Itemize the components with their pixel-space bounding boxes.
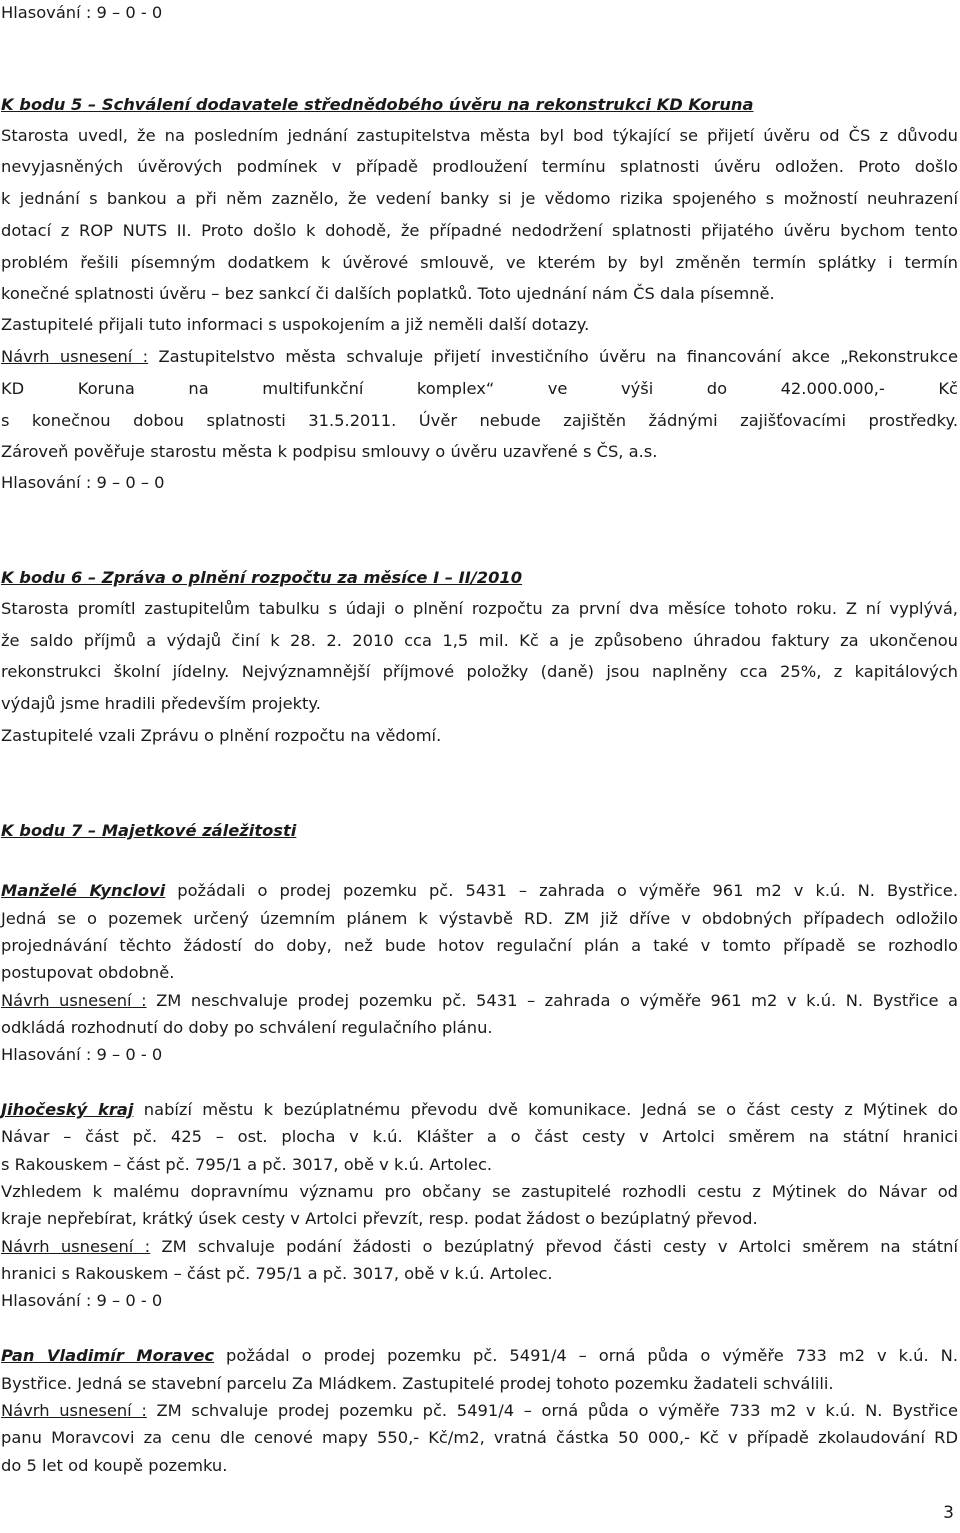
text-line: panu Moravcovi za cenu dle cenové mapy 550,- Kč/m2, vratná částka 50 000,- Kč v případě zkolaudování RD [1, 1428, 958, 1447]
vote-result: Hlasování : 9 – 0 – 0 [1, 473, 165, 492]
text-line: konečné splatnosti úvěru – bez sankcí či dalších poplatků. Toto ujednání nám ČS dala písemně. [1, 284, 775, 303]
text-line: kraje nepřebírat, krátký úsek cesty v Artolci převzít, resp. podat žádost o bezúplatný převod. [1, 1209, 758, 1228]
text-line: Pan Vladimír Moravec požádal o prodej pozemku pč. 5491/4 – orná půda o výměře 733 m2 v k.ú. N. [1, 1346, 958, 1365]
text-line: Zároveň pověřuje starostu města k podpisu smlouvy o úvěru uzavřené s ČS, a.s. [1, 442, 658, 461]
text-line: Bystřice. Jedná se stavební parcelu Za Mládkem. Zastupitelé prodej tohoto pozemku žadateli schválili. [1, 1374, 834, 1393]
text-line: že saldo příjmů a výdajů činí k 28. 2. 2010 cca 1,5 mil. Kč a je způsobeno úhradou faktury za ukončenou [1, 631, 958, 650]
text-line: k jednání s bankou a při něm zaznělo, že vedení banky si je vědomo rizika spojeného s možností neuhrazení [1, 189, 958, 208]
text-line: výdajů jsme hradili především projekty. [1, 694, 321, 713]
text-line: Starosta uvedl, že na posledním jednání zastupitelstva města byl bod týkající se přijetí úvěru od ČS z důvodu [1, 126, 958, 145]
text-line: postupovat obdobně. [1, 963, 175, 982]
vote-result: Hlasování : 9 – 0 - 0 [1, 1291, 163, 1310]
text-line: rekonstrukci školní jídelny. Nejvýznamnější příjmové položky (daně) jsou naplněny cca 25%, z kapitálových [1, 662, 958, 681]
text-line: Návar – část pč. 425 – ost. plocha v k.ú. Klášter a o část cesty v Artolci směrem na státní hranici [1, 1127, 958, 1146]
text-line: KD Koruna na multifunkční komplex“ ve výši do 42.000.000,- Kč [1, 379, 958, 398]
section-heading: K bodu 7 – Majetkové záležitosti [1, 821, 297, 840]
vote-result: Hlasování : 9 – 0 - 0 [1, 1045, 163, 1064]
text-line: Starosta promítl zastupitelům tabulku s údaji o plnění rozpočtu za první dva měsíce tohoto roku. Z ní vyplývá, [1, 599, 958, 618]
text-line: do 5 let od koupě pozemku. [1, 1456, 228, 1475]
text-line: projednávání těchto žádostí do doby, než bude hotov regulační plán a také v tomto případě se rozhodlo [1, 936, 958, 955]
text-line: Jihočeský kraj nabízí městu k bezúplatnému převodu dvě komunikace. Jedná se o část cesty z Mýtinek do [1, 1100, 958, 1119]
section-heading: K bodu 5 – Schválení dodavatele střednědobého úvěru na rekonstrukci KD Koruna [1, 95, 754, 114]
text-line: odkládá rozhodnutí do doby po schválení regulačního plánu. [1, 1018, 493, 1037]
text-line: Vzhledem k malému dopravnímu významu pro občany se zastupitelé rozhodli cestu z Mýtinek do Návar od [1, 1182, 958, 1201]
resolution-line: Návrh usnesení : ZM schvaluje podání žádosti o bezúplatný převod části cesty v Artolci směrem na státní [1, 1237, 958, 1256]
text-line: problém řešili písemným dodatkem k úvěrové smlouvě, ve kterém by byl změněn termín splátky i termín [1, 253, 958, 272]
text-line: Manželé Kynclovi požádali o prodej pozemku pč. 5431 – zahrada o výměře 961 m2 v k.ú. N. Bystřice. [1, 881, 958, 900]
text-line: Zastupitelé vzali Zprávu o plnění rozpočtu na vědomí. [1, 726, 442, 745]
text-line: s Rakouskem – část pč. 795/1 a pč. 3017, obě v k.ú. Artolec. [1, 1155, 493, 1174]
text-line: Zastupitelé přijali tuto informaci s uspokojením a již neměli další dotazy. [1, 315, 590, 334]
text-line: hranici s Rakouskem – část pč. 795/1 a pč. 3017, obě v k.ú. Artolec. [1, 1264, 553, 1283]
text-line: nevyjasněných úvěrových podmínek v případě prodloužení termínu splatnosti úvěru odložen. Proto došlo [1, 157, 958, 176]
resolution-line: Návrh usnesení : ZM schvaluje prodej pozemku pč. 5491/4 – orná půda o výměře 733 m2 v k.ú. N. Bystřice [1, 1401, 958, 1420]
resolution-line: Návrh usnesení : Zastupitelstvo města schvaluje přijetí investičního úvěru na financování akce „Rekonstrukce [1, 347, 959, 366]
text-line: Jedná se o pozemek určený územním plánem k výstavbě RD. ZM již dříve v obdobných případech odložilo [1, 909, 958, 928]
resolution-line: Návrh usnesení : ZM neschvaluje prodej pozemku pč. 5431 – zahrada o výměře 961 m2 v k.ú. N. Bystřice a [1, 991, 958, 1010]
page-number: 3 [943, 1503, 954, 1523]
text-line: dotací z ROP NUTS II. Proto došlo k dohodě, že případné nedodržení splatnosti přijatého úvěru bychom tento [1, 221, 958, 240]
section-heading: K bodu 6 – Zpráva o plnění rozpočtu za měsíce I – II/2010 [1, 568, 523, 587]
text-line: s konečnou dobou splatnosti 31.5.2011. Úvěr nebude zajištěn žádnými zajišťovacími prostředky. [1, 411, 958, 430]
vote-result: Hlasování : 9 – 0 - 0 [1, 3, 163, 22]
